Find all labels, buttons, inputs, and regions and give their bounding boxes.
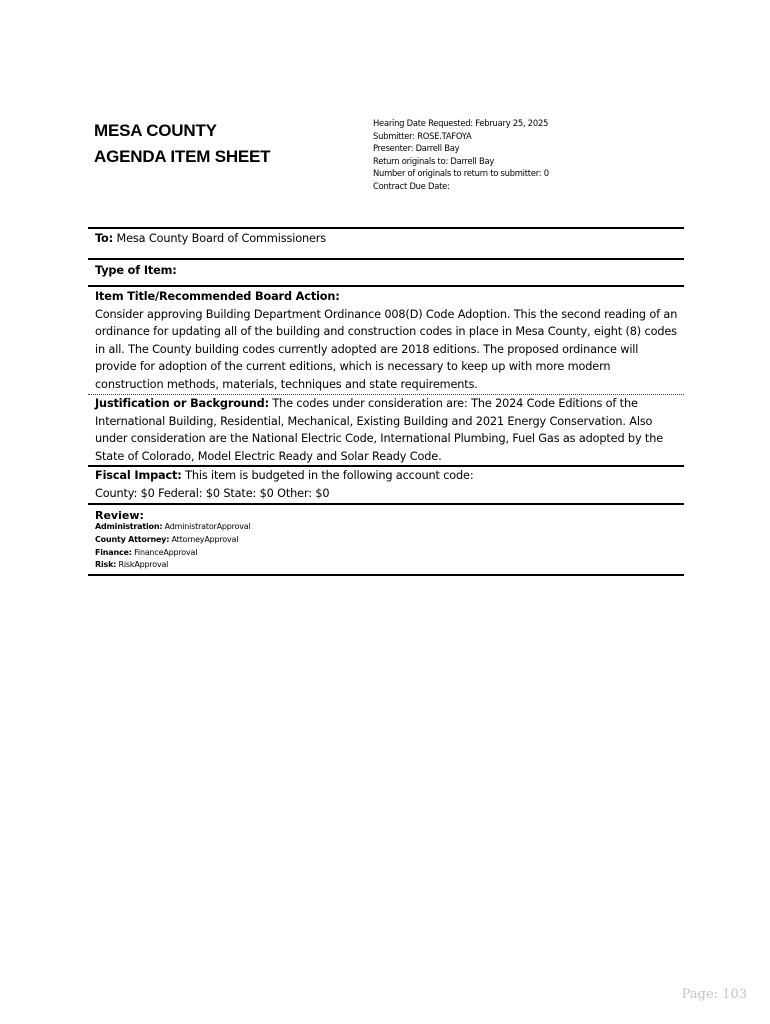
review-item-label: Finance:: [95, 547, 132, 557]
number-originals: Number of originals to return to submitter: 0: [373, 168, 549, 179]
review-item-value: AdministratorApproval: [162, 522, 251, 531]
item-title-label: Item Title/Recommended Board Action:: [95, 290, 340, 303]
to-section: [95, 230, 681, 248]
agenda-title: [94, 118, 270, 170]
to-value: Mesa County Board of Commissioners: [113, 232, 326, 245]
return-originals: Return originals to: Darrell Bay: [373, 155, 495, 166]
item-title-text: Consider approving Building Department Ordinance 008(D) Code Adoption. This the second reading of an ordinance for updating all of the building and construction codes in place in Mesa County, eight (8) codes in all. The County building codes currently adopted are 2018 editions. The proposed ordinance will provide for adoption of the current editions, which is necessary to keep up with more modern construction methods, materials, techniques and state requirements.: [95, 307, 678, 391]
type-of-item-label: Type of Item:: [95, 264, 177, 277]
review-label: Review:: [95, 509, 144, 522]
review-item-risk: [95, 559, 251, 572]
divider: [88, 503, 684, 505]
fiscal-amounts: County: $0 Federal: $0 State: $0 Other: $0: [95, 486, 330, 500]
review-item-value: AttorneyApproval: [169, 534, 239, 544]
page-number: Page: 103: [681, 987, 747, 1002]
divider: [88, 258, 684, 260]
presenter: Presenter: Darrell Bay: [373, 143, 460, 154]
type-of-item-section: [95, 262, 681, 280]
review-item-value: RiskApproval: [116, 560, 169, 570]
hearing-date: Hearing Date Requested: February 25, 2025: [373, 118, 549, 128]
divider: [88, 574, 684, 576]
review-item-label: Risk:: [95, 560, 117, 570]
contract-due-date: Contract Due Date:: [373, 180, 450, 191]
review-item-administration: [95, 521, 251, 534]
hearing-meta: [373, 117, 549, 193]
review-item-value: FinanceApproval: [131, 547, 198, 557]
review-list: [95, 521, 251, 572]
justification-text: The codes under consideration are: The 2024 Code Editions of the International Building, Residential, Mechanical, Existing Building and 2021 Energy Conservation. Also under consideration are the National Electric Code, International Plumbing, Fuel Gas as adopted by the State of Colorado, Model Electric Ready and Solar Ready Code.: [95, 397, 664, 463]
review-item-label: County Attorney:: [95, 534, 170, 544]
title-line-sheet: AGENDA ITEM SHEET: [94, 147, 271, 166]
fiscal-label: Fiscal Impact:: [95, 469, 182, 482]
review-item-county-attorney: [95, 534, 251, 547]
divider: [88, 227, 684, 229]
review-item-finance: [95, 547, 251, 560]
fiscal-impact-section: [95, 467, 681, 502]
justification-section: [95, 395, 681, 465]
item-title-section: [95, 288, 681, 393]
divider: [88, 285, 684, 287]
submitter: Submitter: ROSE.TAFOYA: [373, 130, 472, 141]
fiscal-text: This item is budgeted in the following account code:: [181, 469, 474, 482]
justification-label: Justification or Background:: [95, 397, 269, 410]
review-item-label: Administration:: [95, 522, 163, 531]
title-line-county: MESA COUNTY: [94, 121, 217, 140]
to-label: To:: [95, 232, 114, 245]
